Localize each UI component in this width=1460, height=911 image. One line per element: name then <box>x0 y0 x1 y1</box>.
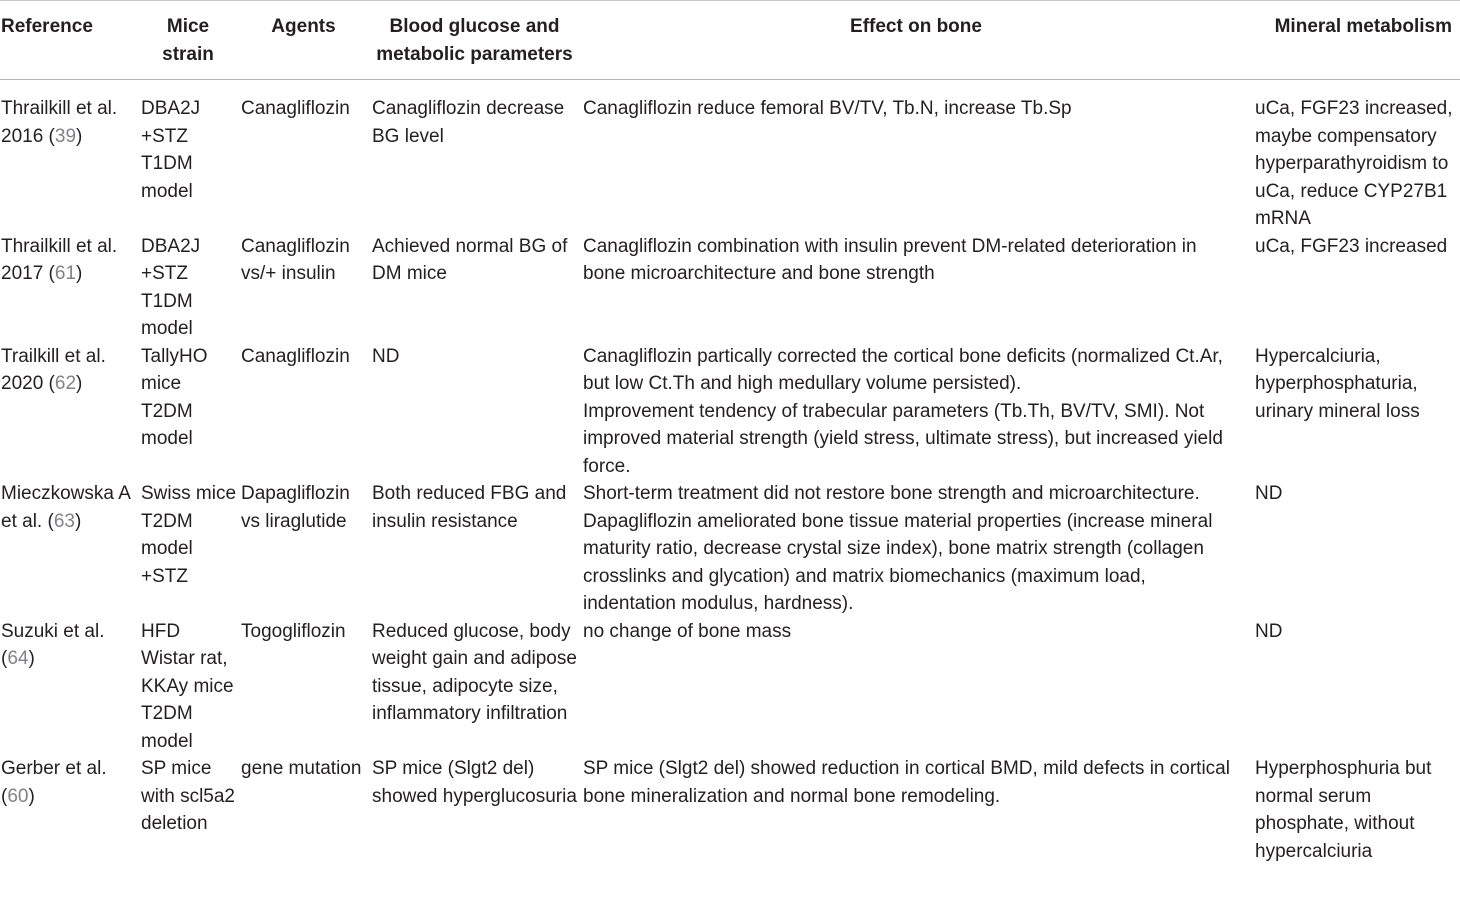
reference-close: ) <box>28 648 35 669</box>
citation-link[interactable]: 64 <box>7 648 29 669</box>
table-row <box>0 80 1460 233</box>
cell-reference <box>0 233 138 343</box>
header-mice-strain: Mice strain <box>162 16 214 65</box>
cell-reference <box>0 480 138 618</box>
reference-text: Thrailkill et al. 2016 ( <box>1 98 118 147</box>
cell-blood-glucose: Canagliflozin decrease BG level <box>372 98 565 147</box>
cell-blood-glucose: Both reduced FBG and insulin resistance <box>372 483 567 532</box>
bone-effect-text: Canagliflozin combination with insulin prevent DM-related deterioration in bone microarchitecture and bone strength <box>583 235 1197 284</box>
cell-effect-on-bone <box>580 233 1252 343</box>
reference-text: Suzuki et al. ( <box>1 620 105 669</box>
cell-effect-on-bone <box>580 618 1252 756</box>
bone-effect-text: SP mice (Slgt2 del) showed reduction in cortical BMD, mild defects in cortical bone mineralization and normal bone remodeling. <box>583 758 1230 807</box>
citation-link[interactable]: 61 <box>54 263 77 284</box>
cell-blood-glucose: SP mice (Slgt2 del) showed hyperglucosuria <box>372 758 577 807</box>
cell-agents: Canagliflozin <box>241 345 350 367</box>
cell-reference <box>0 755 138 865</box>
cell-reference <box>0 80 138 233</box>
cell-blood-glucose: ND <box>372 345 400 367</box>
header-mineral-metabolism: Mineral metabolism <box>1274 16 1452 37</box>
cell-agents: Togogliflozin <box>241 620 346 642</box>
table-row <box>0 618 1460 756</box>
table-row <box>0 755 1460 865</box>
header-effect-on-bone: Effect on bone <box>850 16 982 37</box>
reference-text: Mieczkowska A et al. ( <box>1 483 130 532</box>
cell-reference <box>0 618 138 756</box>
cell-mineral-metabolism: uCa, FGF23 increased <box>1255 235 1448 257</box>
table-row <box>0 233 1460 343</box>
reference-close: ) <box>76 125 83 147</box>
citation-link[interactable]: 60 <box>7 785 29 807</box>
bone-effect-text: no change of bone mass <box>583 620 792 642</box>
table-header <box>0 1 1460 80</box>
cell-agents: Canagliflozin vs/+ insulin <box>241 235 350 284</box>
cell-mineral-metabolism: ND <box>1255 483 1283 504</box>
table-row <box>0 343 1460 481</box>
cell-agents: Dapagliflozin vs liraglutide <box>241 483 350 532</box>
reference-text: Gerber et al. ( <box>1 758 107 807</box>
cell-mice-strain: HFD Wistar rat, KKAy mice T2DM model <box>141 620 234 752</box>
cell-mineral-metabolism: uCa, FGF23 increased, maybe compensatory hyperparathyroidism to uCa, reduce CYP27B1 mRNA <box>1255 98 1453 229</box>
bone-effect-text: Canagliflozin reduce femoral BV/TV, Tb.N, increase Tb.Sp <box>583 98 1072 119</box>
header-row <box>0 1 1460 80</box>
cell-mice-strain: Swiss mice T2DM model +STZ <box>141 483 237 587</box>
cell-agents: Canagliflozin <box>241 98 350 119</box>
cell-mineral-metabolism: Hypercalciuria, hyperphosphaturia, urinary mineral loss <box>1255 345 1420 422</box>
reference-close: ) <box>76 373 83 394</box>
cell-effect-on-bone <box>580 755 1252 865</box>
cell-mice-strain: TallyHO mice T2DM model <box>141 345 208 449</box>
cell-mice-strain: DBA2J +STZ T1DM model <box>141 98 201 202</box>
bone-effect-text: Short-term treatment did not restore bone strength and microarchitecture. <box>583 483 1200 504</box>
bone-effect-text: Dapagliflozin ameliorated bone tissue material properties (increase mineral maturity ratio, decrease crystal size index), bone matrix strength (collagen crosslinks and glycation) and matrix biomechanics (maximum load, indentation modulus, hardness). <box>583 510 1213 614</box>
cell-mineral-metabolism: ND <box>1255 620 1283 642</box>
table-row <box>0 480 1460 618</box>
bone-effect-text: Canagliflozin partically corrected the cortical bone deficits (normalized Ct.Ar, but low Ct.Th and high medullary volume persisted). <box>583 345 1223 394</box>
reference-text: Thrailkill et al. 2017 ( <box>1 235 118 284</box>
cell-agents: gene mutation <box>241 758 362 779</box>
cell-effect-on-bone <box>580 80 1252 233</box>
cell-mice-strain: DBA2J +STZ T1DM model <box>141 235 201 339</box>
cell-effect-on-bone <box>580 480 1252 618</box>
cell-reference <box>0 343 138 481</box>
reference-close: ) <box>74 510 82 532</box>
bone-effect-text: Improvement tendency of trabecular parameters (Tb.Th, BV/TV, SMI). Not improved material strength (yield stress, ultimate stress), but increased yield force. <box>583 400 1223 477</box>
citation-link[interactable]: 39 <box>54 125 77 147</box>
reference-close: ) <box>76 263 83 284</box>
cell-blood-glucose: Reduced glucose, body weight gain and adipose tissue, adipocyte size, inflammatory infiltration <box>372 620 577 724</box>
cell-mineral-metabolism: Hyperphosphuria but normal serum phosphate, without hypercalciuria <box>1255 758 1432 862</box>
cell-mice-strain: SP mice with scl5a2 deletion <box>141 758 235 834</box>
citation-link[interactable]: 62 <box>54 373 77 394</box>
header-reference: Reference <box>1 16 93 37</box>
cell-blood-glucose: Achieved normal BG of DM mice <box>372 235 568 284</box>
reference-close: ) <box>28 785 35 807</box>
header-blood-glucose: Blood glucose and metabolic parameters <box>376 16 573 65</box>
reference-text: Trailkill et al. 2020 ( <box>1 345 106 394</box>
cell-effect-on-bone <box>580 343 1252 481</box>
citation-link[interactable]: 63 <box>53 510 75 532</box>
table-body <box>0 80 1460 866</box>
header-agents: Agents <box>271 16 336 37</box>
